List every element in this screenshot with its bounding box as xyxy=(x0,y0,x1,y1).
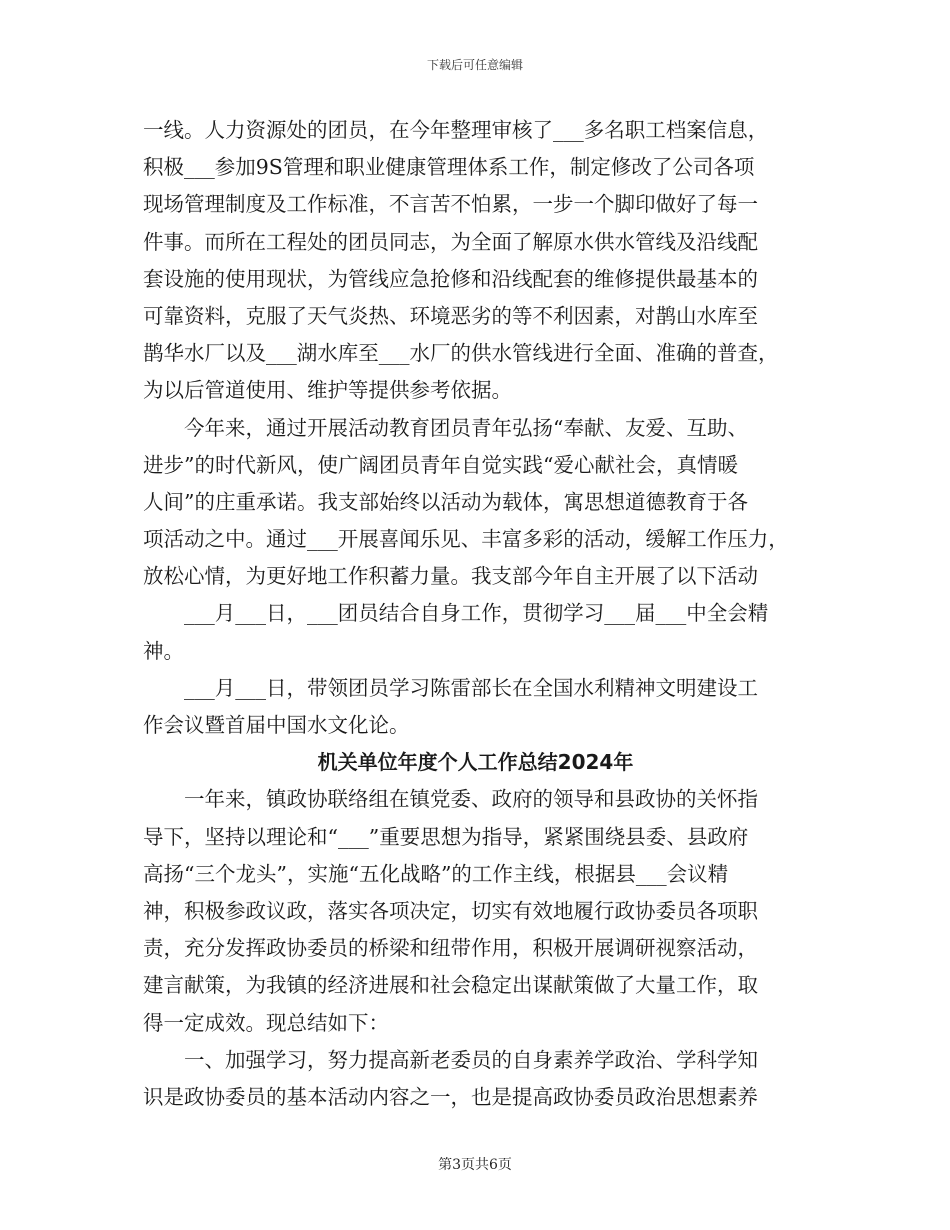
body-line: 高扬“三个龙头”，实施“五化战略”的工作主线，根据县___会议精 xyxy=(143,861,729,886)
body-line: 一年来，镇政协联络组在镇党委、政府的领导和县政协的关怀指 xyxy=(143,787,758,812)
body-line: 件事。而所在工程处的团员同志，为全面了解原水供水管线及沿线配 xyxy=(143,229,758,254)
body-line: 现场管理制度及工作标准，不言苦不怕累，一步一个脚印做好了每一 xyxy=(143,192,758,217)
body-line: 一、加强学习，努力提高新老委员的自身素养学政治、学科学知 xyxy=(143,1047,758,1072)
document-body xyxy=(143,112,808,1116)
body-line: 得一定成效。现总结如下： xyxy=(143,1010,389,1035)
body-line: 为以后管道使用、维护等提供参考依据。 xyxy=(143,378,512,403)
body-line: 神，积极参政议政，落实各项决定，切实有效地履行政协委员各项职 xyxy=(143,898,758,923)
body-line: 项活动之中。通过___开展喜闻乐见、丰富多彩的活动，缓解工作压力， xyxy=(143,527,789,552)
body-line: ___月___日，___团员结合自身工作，贯彻学习___届___中全会精 xyxy=(143,601,769,626)
body-line: 积极___参加9S管理和职业健康管理体系工作，制定修改了公司各项 xyxy=(143,155,755,180)
page-header-note: 下载后可任意编辑 xyxy=(426,58,523,72)
body-line: 导下，坚持以理论和“___”重要思想为指导，紧紧围绕县委、县政府 xyxy=(143,824,749,849)
body-line: 放松心情，为更好地工作积蓄力量。我支部今年自主开展了以下活动 xyxy=(143,564,758,589)
body-line: 今年来，通过开展活动教育团员青年弘扬“奉献、友爱、互助、 xyxy=(143,415,748,440)
body-line: 鹊华水厂以及___湖水库至___水厂的供水管线进行全面、准确的普查， xyxy=(143,341,779,366)
body-line: 建言献策，为我镇的经济进展和社会稳定出谋献策做了大量工作，取 xyxy=(143,973,758,998)
body-line: 人间”的庄重承诺。我支部始终以活动为载体，寓思想道德教育于各 xyxy=(143,489,748,514)
body-line: 识是政协委员的基本活动内容之一，也是提高政协委员政治思想素养 xyxy=(143,1084,758,1109)
body-line: 责，充分发挥政协委员的桥梁和纽带作用，积极开展调研视察活动， xyxy=(143,936,758,961)
body-line: 神。 xyxy=(143,638,184,663)
body-line: 进步”的时代新风，使广阔团员青年自觉实践“爱心献社会，真情暖 xyxy=(143,452,738,477)
body-line: 作会议暨首届中国水文化论。 xyxy=(143,713,410,737)
page-number: 第3页共6页 xyxy=(438,1157,512,1173)
body-line: 可靠资料，克服了天气炎热、环境恶劣的等不利因素，对鹊山水库至 xyxy=(143,303,758,328)
body-line: 套设施的使用现状，为管线应急抢修和沿线配套的维修提供最基本的 xyxy=(143,266,758,291)
body-line: 一线。人力资源处的团员，在今年整理审核了___多名职工档案信息， xyxy=(143,118,769,142)
section-title: 机关单位年度个人工作总结2024年 xyxy=(317,750,634,775)
body-line: ___月___日，带领团员学习陈雷部长在全国水利精神文明建设工 xyxy=(143,675,758,700)
